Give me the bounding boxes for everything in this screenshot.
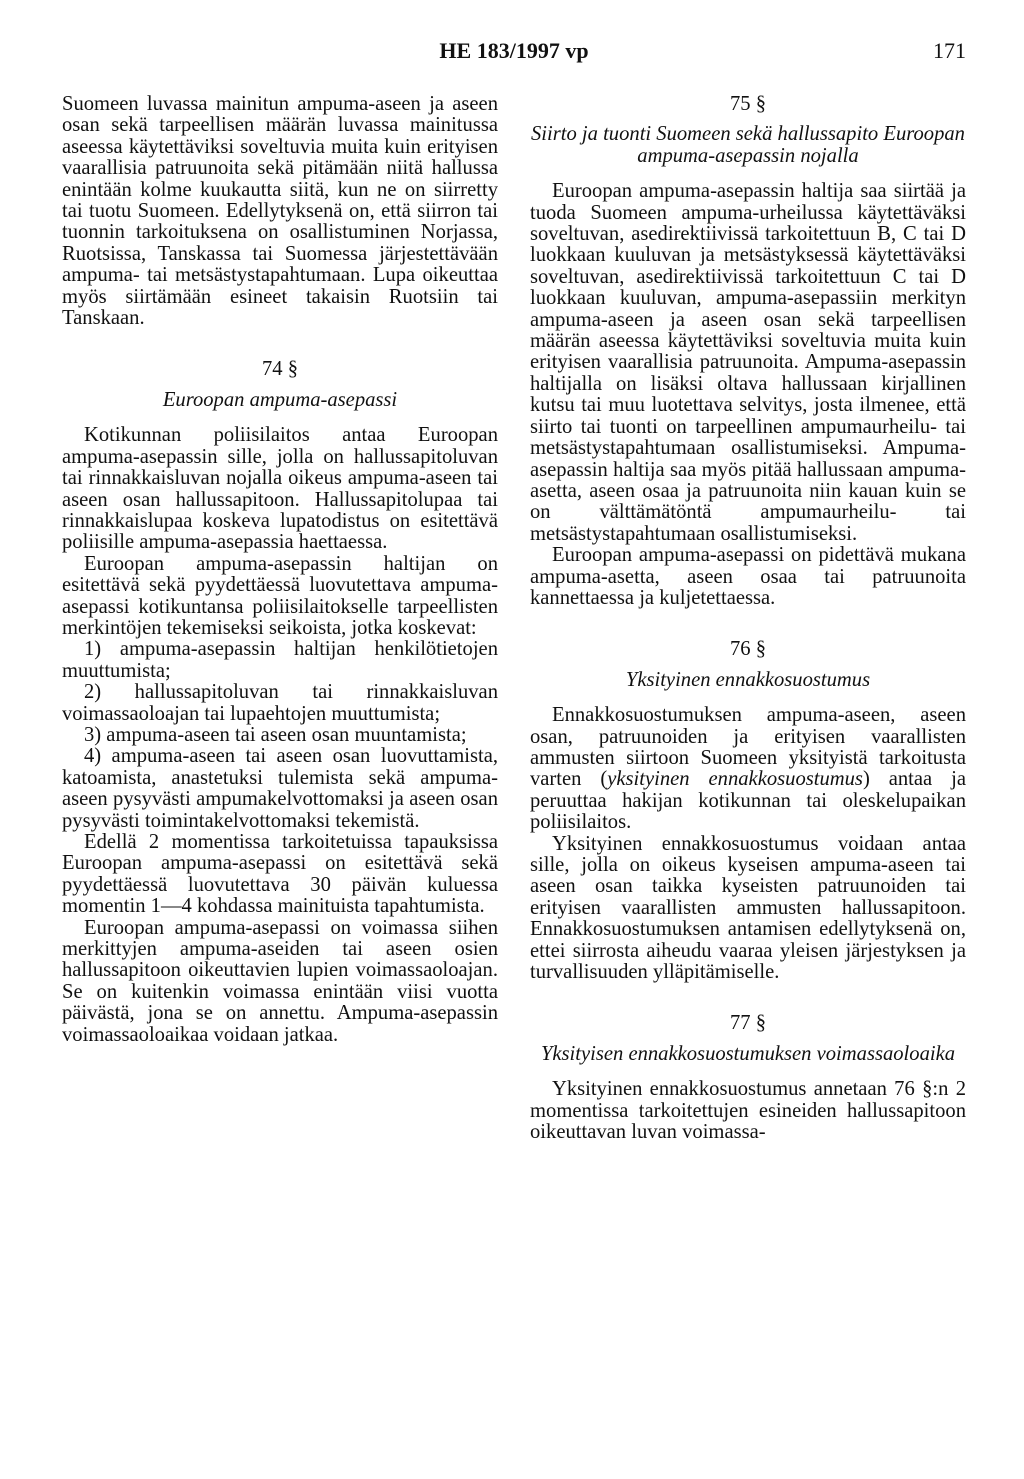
paragraph: Edellä 2 momentissa tarkoitetuissa tapauksissa Euroopan ampuma-asepassi on esitettävä sekä pyydettäessä luovutettava 30 päivän kuluessa momentin 1—4 kohdassa mainituista tapahtumista. xyxy=(62,831,498,918)
right-column xyxy=(530,94,966,1143)
paragraph: Euroopan ampuma-asepassin haltija saa siirtää ja tuoda Suomeen ampuma-urheilussa käytettäväksi soveltuvan, asedirektiivissä tarkoitettuun B, C tai D luokkaan kuuluvan ja metsästyksessä käytettäväksi soveltuvan, asedirektiivissä tarkoitettuun C tai D luokkaan kuuluvan, ampuma-asepassiin merkityn ampuma-aseen ja aseen osan sekä tarpeellisen määrän aseessa käytettäviksi soveltuvia muita kuin erityisen vaarallisia patruunoita. Ampuma-asepassin haltijalla on lisäksi oltava hallussaan kirjallinen kutsu tai muu luotettava selvitys, josta ilmenee, että siirto tai tuonti on tarpeellinen ampumaurheilu- tai metsästystapahtumaan osallistumiseksi. Ampuma-asepassin haltija saa myös pitää hallussaan ampuma-asetta, aseen osaa ja patruunoita niin kauan kuin se on välttämätöntä ampumaurheilu- tai metsästystapahtumaan osallistumiseksi. xyxy=(530,180,966,545)
section-number-75: 75 § xyxy=(729,93,767,115)
paragraph: Yksityinen ennakkosuostumus voidaan antaa sille, jolla on oikeus kyseisen ampuma-aseen tai aseen osan taikka kyseisten patruunoiden tai erityisen vaarallisten ammusten hallussapitoon. Ennakkosuostumuksen antamisen edellytyksenä on, ettei siirrosta aiheudu vaaraa yleisen järjestyksen ja turvallisuuden ylläpitämiselle. xyxy=(530,832,966,984)
list-item: 2) hallussapitoluvan tai rinnakkaisluvan voimassaoloajan tai lupaehtojen muuttumista; xyxy=(62,681,498,725)
italic-term: yksityinen ennakkosuostumus xyxy=(607,768,863,791)
paragraph: Euroopan ampuma-asepassin haltijan on esitettävä sekä pyydettäessä luovutettava ampuma-asepassi kotikuntansa poliisilaitokselle tarpeellisten merkintöjen tekemiseksi seikoista, jotka koskevat: xyxy=(62,552,498,639)
section-number-76: 76 § xyxy=(729,638,767,661)
page-header xyxy=(62,38,966,68)
document-title: HE 183/1997 vp xyxy=(439,38,589,63)
section-heading-76: Yksityinen ennakkosuostumus xyxy=(625,668,871,691)
left-column xyxy=(62,94,498,1046)
list-item: 3) ampuma-aseen tai aseen osan muuntamista; xyxy=(84,723,467,746)
list-item: 4) ampuma-aseen tai aseen osan luovuttamista, katoamista, anastetuksi tulemista sekä ampuma-aseen pysyvästi ampumakelvottomaksi ja aseen osan pysyvästi toimintakelvottomaksi tekemistä. xyxy=(62,745,498,832)
paragraph: Kotikunnan poliisilaitos antaa Euroopan ampuma-asepassin sille, jolla on hallussapitoluvan tai rinnakkaisluvan nojalla oikeus ampuma-aseen tai aseen osan hallussapitoon. Hallussapitolupaa tai rinnakkaislupaa koskeva lupatodistus on esitettävä poliisille ampuma-asepassia haettaessa. xyxy=(62,424,498,554)
paragraph: Euroopan ampuma-asepassi on pidettävä mukana ampuma-asetta, aseen osaa tai patruunoita kannettaessa ja kuljetettaessa. xyxy=(530,544,966,609)
section-number-74: 74 § xyxy=(261,358,299,381)
paragraph: Euroopan ampuma-asepassi on voimassa siihen merkittyjen ampuma-aseiden tai aseen osien hallussapitoon oikeuttavien lupien voimassaoloajan. Se on kuitenkin voimassa enintään viisi vuotta päivästä, jona se on annettu. Ampuma-asepassin voimassaoloaikaa voidaan jatkaa. xyxy=(62,916,498,1046)
section-heading-74: Euroopan ampuma-asepassi xyxy=(162,388,398,411)
paragraph-text: Ennakkosuostumuksen ampuma-aseen, aseen osan, patruunoiden ja erityisen vaarallisten ammusten siirtoon Suomeen yksityistä tarkoitusta varten ( xyxy=(530,704,966,791)
section-heading-75: Siirto ja tuonti Suomeen sekä hallussapito Euroopan ampuma-asepassin nojalla xyxy=(531,123,965,167)
section-heading-77: Yksityisen ennakkosuostumuksen voimassaoloaika xyxy=(540,1042,956,1065)
list-item: 1) ampuma-asepassin haltijan henkilötietojen muuttumista; xyxy=(62,638,498,682)
paragraph: Yksityinen ennakkosuostumus annetaan 76 §:n 2 momentissa tarkoitettujen esineiden hallussapitoon oikeuttavan luvan voimassa- xyxy=(530,1078,966,1144)
section-number-77: 77 § xyxy=(729,1012,767,1035)
page-number: 171 xyxy=(933,38,966,63)
paragraph xyxy=(530,705,966,833)
paragraph: Suomeen luvassa mainitun ampuma-aseen ja aseen osan sekä tarpeellisen määrän luvassa mainitussa aseessa käytettäviksi soveltuvia muita kuin erityisen vaarallisia patruunoita sekä pitämään niitä hallussa enintään kolme kuukautta siitä, kun ne on siirretty tai tuotu Suomeen. Edellytyksenä on, että siirron tai tuonnin tarkoituksena on osallistuminen Norjassa, Ruotsissa, Tanskassa tai Suomessa järjestettävään ampuma- tai metsästystapahtumaan. Lupa oikeuttaa myös siirtämään esineet takaisin Ruotsiin tai Tanskaan. xyxy=(62,93,498,330)
paragraph-text: ) antaa ja peruuttaa hakijan kotikunnan tai oleskelupaikan poliisilaitos. xyxy=(530,768,966,834)
